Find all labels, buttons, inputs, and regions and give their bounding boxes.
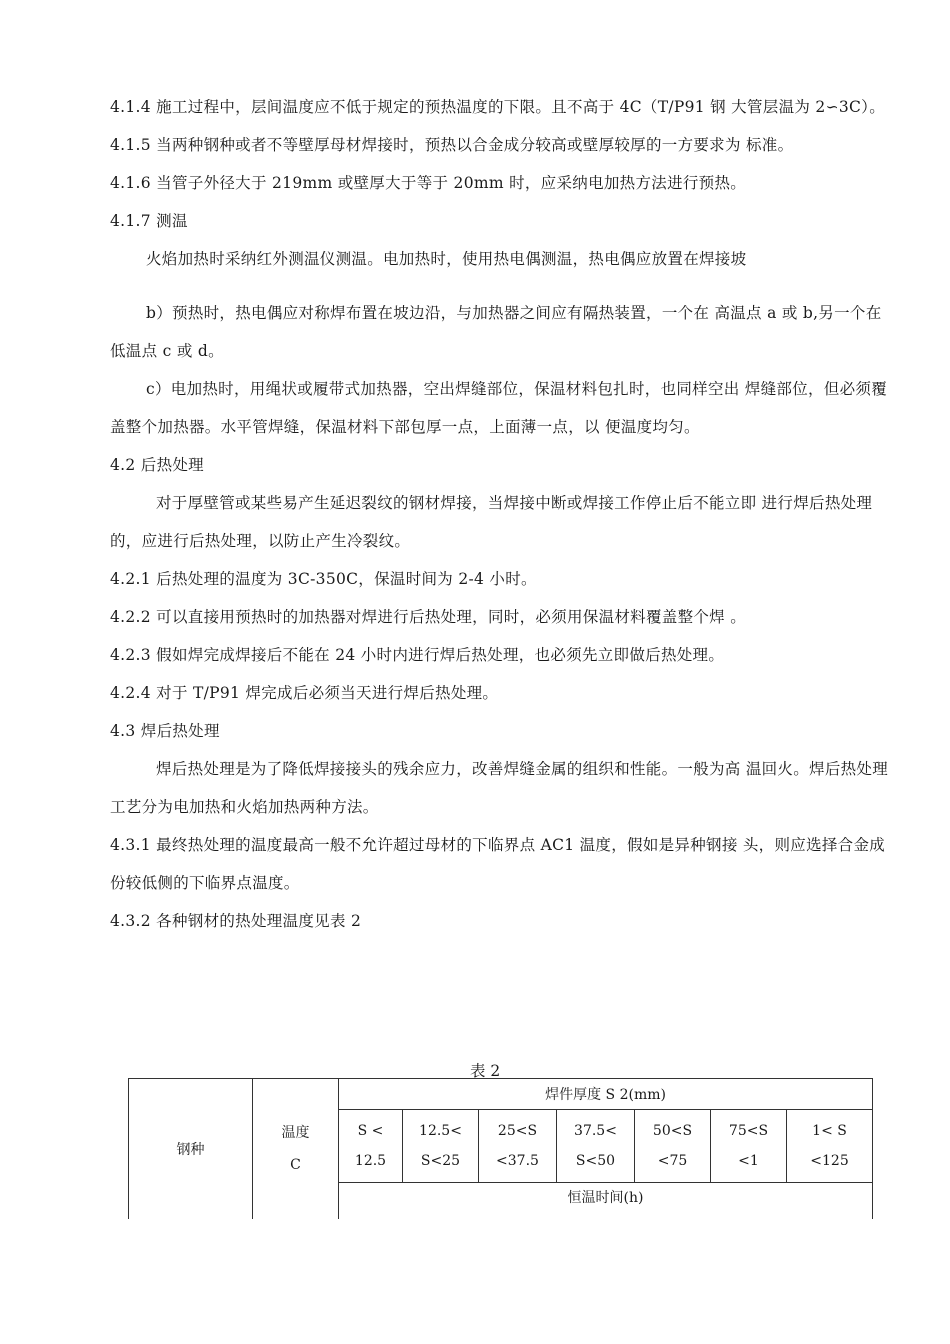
range-upper: <75 bbox=[657, 1153, 688, 1169]
steel-header-cell bbox=[129, 1079, 253, 1220]
para-4-2-1: 4.2.1 后热处理的温度为 3C-350C，保温时间为 2-4 小时。 bbox=[110, 570, 537, 588]
range-upper: S<50 bbox=[575, 1153, 616, 1169]
para-measure-temp: 火焰加热时采纳红外测温仪测温。电加热时，使用热电偶测温，热电偶应放置在焊接坡 bbox=[146, 250, 747, 268]
heading-4-1-7: 4.1.7 测温 bbox=[110, 212, 188, 230]
document-body bbox=[110, 88, 890, 940]
para-pwht: 焊后热处理是为了降低焊接接头的残余应力，改善焊缝金属的组织和性能。一般为高 温回火。焊后热处理工艺分为电加热和火焰加热两种方法。 bbox=[110, 760, 889, 816]
range-lower: 37.5< bbox=[574, 1123, 617, 1139]
temp-header-label: 温度 bbox=[281, 1125, 310, 1141]
range-lower: 25<S bbox=[497, 1123, 538, 1139]
range-cell bbox=[339, 1110, 403, 1183]
steel-header: 钢种 bbox=[176, 1142, 205, 1158]
thickness-header: 焊件厚度 S 2(mm) bbox=[339, 1079, 873, 1110]
range-lower: 1< S bbox=[812, 1123, 847, 1139]
para-4-2-2: 4.2.2 可以直接用预热时的加热器对焊进行后热处理，同时，必须用保温材料覆盖整个焊 。 bbox=[110, 608, 746, 626]
range-upper: <37.5 bbox=[496, 1153, 539, 1169]
temp-header-unit: C bbox=[290, 1157, 301, 1173]
range-cell bbox=[403, 1110, 479, 1183]
para-4-1-5: 4.1.5 当两种钢种或者不等壁厚母材焊接时，预热以合金成分较高或壁厚较厚的一方要求为 标准。 bbox=[110, 136, 794, 154]
range-upper: S<25 bbox=[420, 1153, 461, 1169]
range-upper: 12.5 bbox=[354, 1153, 387, 1169]
para-item-b: b）预热时，热电偶应对称焊布置在坡边沿，与加热器之间应有隔热装置，一个在 高温点 a 或 b,另一个在低温点 c 或 d。 bbox=[110, 304, 882, 360]
para-4-1-4: 4.1.4 施工过程中，层间温度应不低于规定的预热温度的下限。且不高于 4C（T/P91 钢 大管层温为 2∽3C）。 bbox=[110, 98, 886, 116]
hold-time-header: 恒温时间(h) bbox=[339, 1183, 873, 1220]
spacer bbox=[110, 278, 890, 294]
table-caption: 表 2 bbox=[470, 1062, 501, 1080]
para-post-heat: 对于厚壁管或某些易产生延迟裂纹的钢材焊接，当焊接中断或焊接工作停止后不能立即 进行焊后热处理的，应进行后热处理，以防止产生冷裂纹。 bbox=[110, 494, 873, 550]
para-4-3-2: 4.3.2 各种钢材的热处理温度见表 2 bbox=[110, 912, 362, 930]
para-4-2-4: 4.2.4 对于 T/P91 焊完成后必须当天进行焊后热处理。 bbox=[110, 684, 499, 702]
range-cell bbox=[479, 1110, 557, 1183]
range-cell bbox=[635, 1110, 711, 1183]
heat-treatment-table bbox=[128, 1078, 873, 1219]
para-4-1-6: 4.1.6 当管子外径大于 219mm 或壁厚大于等于 20mm 时，应采纳电加热方法进行预热。 bbox=[110, 174, 747, 192]
range-cell bbox=[711, 1110, 787, 1183]
para-4-2-3: 4.2.3 假如焊完成焊接后不能在 24 小时内进行焊后热处理，也必须先立即做后热处理。 bbox=[110, 646, 725, 664]
range-lower: 50<S bbox=[652, 1123, 693, 1139]
heading-4-3: 4.3 焊后热处理 bbox=[110, 722, 220, 740]
range-upper: <1 bbox=[738, 1153, 759, 1169]
range-cell bbox=[787, 1110, 873, 1183]
para-4-3-1: 4.3.1 最终热处理的温度最高一般不允许超过母材的下临界点 AC1 温度，假如是异种钢接 头，则应选择合金成份较低侧的下临界点温度。 bbox=[110, 836, 886, 892]
range-lower: 12.5< bbox=[419, 1123, 462, 1139]
range-cell bbox=[557, 1110, 635, 1183]
para-item-c: c）电加热时，用绳状或履带式加热器，空出焊缝部位，保温材料包扎时，也同样空出 焊缝部位，但必须覆盖整个加热器。水平管焊缝，保温材料下部包厚一点，上面薄一点，以 便温度均匀。 bbox=[110, 380, 888, 436]
temp-header-cell bbox=[253, 1079, 339, 1220]
heading-4-2: 4.2 后热处理 bbox=[110, 456, 204, 474]
range-upper: <125 bbox=[810, 1153, 849, 1169]
range-lower: 75<S bbox=[728, 1123, 769, 1139]
range-lower: S < bbox=[357, 1123, 384, 1139]
